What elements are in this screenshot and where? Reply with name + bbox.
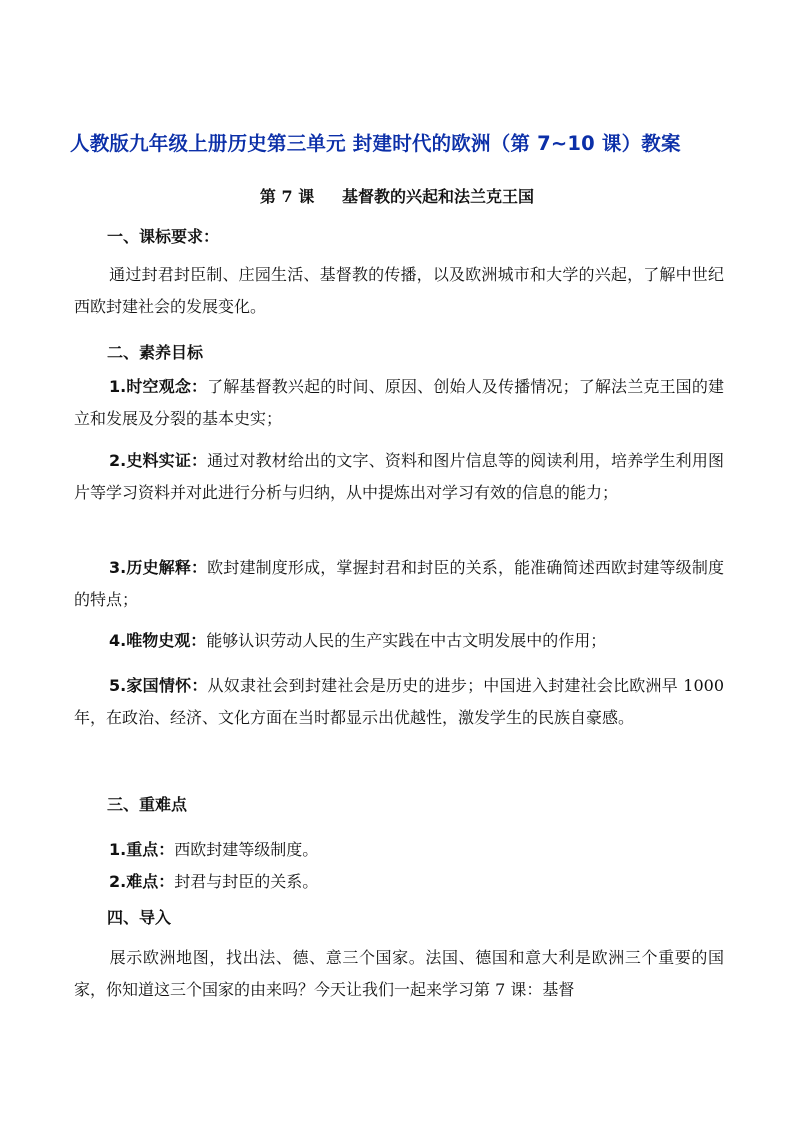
key-point-label: 2.难点： xyxy=(109,872,175,891)
goal-item xyxy=(74,371,724,435)
goal-item xyxy=(74,445,724,509)
section-heading-key-points: 三、重难点 xyxy=(107,795,188,814)
curriculum-paragraph xyxy=(74,259,724,323)
section-heading-intro: 四、导入 xyxy=(107,908,172,927)
goal-text: 能够认识劳动人民的生产实践在中古文明发展中的作用； xyxy=(206,631,607,650)
goal-item xyxy=(74,670,724,734)
section-heading-curriculum: 一、课标要求： xyxy=(107,227,220,246)
document-title: 人教版九年级上册历史第三单元 封建时代的欧洲（第 7~10 课）教案 xyxy=(70,132,681,155)
goal-item xyxy=(74,552,724,616)
goal-text: 了解基督教兴起的时间、原因、创始人及传播情况；了解法兰克王国的建立和发展及分裂的基本史实； xyxy=(74,377,724,428)
goal-label: 4.唯物史观： xyxy=(109,631,207,650)
goal-text: 从奴隶社会到封建社会是历史的进步；中国进入封建社会比欧洲早 1000 年，在政治、经济、文化方面在当时都显示出优越性，激发学生的民族自豪感。 xyxy=(74,676,724,727)
key-point-text: 封君与封臣的关系。 xyxy=(174,872,319,891)
goal-text: 欧封建制度形成，掌握封君和封臣的关系，能准确简述西欧封建等级制度的特点； xyxy=(74,558,724,609)
goal-label: 1.时空观念： xyxy=(109,377,208,396)
key-point-text: 西欧封建等级制度。 xyxy=(174,840,319,859)
key-point-item xyxy=(74,866,724,898)
goal-label: 2.史料实证： xyxy=(109,451,208,470)
goal-label: 3.历史解释： xyxy=(109,558,208,577)
curriculum-text: 通过封君封臣制、庄园生活、基督教的传播，以及欧洲城市和大学的兴起，了解中世纪西欧封建社会的发展变化。 xyxy=(74,265,724,316)
goal-text: 通过对教材给出的文字、资料和图片信息等的阅读利用，培养学生利用图片等学习资料并对此进行分析与归纳，从中提炼出对学习有效的信息的能力； xyxy=(74,451,724,502)
intro-paragraph xyxy=(74,942,724,1006)
lesson-heading: 第 7 课 基督教的兴起和法兰克王国 xyxy=(259,187,535,206)
goal-label: 5.家国情怀： xyxy=(109,676,208,695)
key-point-label: 1.重点： xyxy=(109,840,175,859)
section-heading-goals: 二、素养目标 xyxy=(107,343,204,362)
goal-item xyxy=(74,625,724,657)
intro-text: 展示欧洲地图，找出法、德、意三个国家。法国、德国和意大利是欧洲三个重要的国家，你知道这三个国家的由来吗？今天让我们一起来学习第 7 课：基督 xyxy=(74,948,724,999)
key-point-item xyxy=(74,834,724,866)
